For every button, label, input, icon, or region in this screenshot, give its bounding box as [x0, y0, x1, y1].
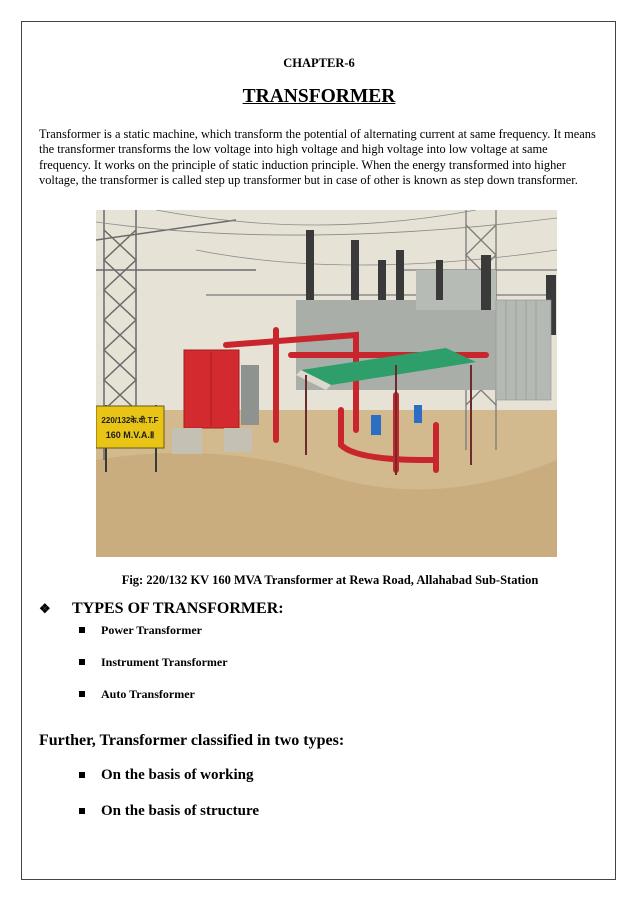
intro-paragraph: Transformer is a static machine, which transform the potential of alternating current at same frequency. It means the transformer transforms the low voltage into high voltage and high voltage into low voltage at same frequency. It works on the principle of static induction principle. When the energy transformed into higher voltage, the transformer is called step up transformer but in case of other is known as step down transformer. — [39, 127, 596, 188]
list-item-label: Auto Transformer — [101, 687, 195, 701]
grey-cabinet — [241, 365, 259, 425]
chapter-label: CHAPTER-6 — [283, 56, 355, 70]
list-item-label: Instrument Transformer — [101, 655, 228, 669]
classification-list — [79, 765, 259, 837]
sign-text-line2: 160 M.V.A.Ⅱ — [105, 430, 155, 440]
transformer-sign-board — [96, 406, 164, 448]
list-item — [79, 685, 228, 717]
list-item — [79, 801, 259, 837]
plinth-right — [224, 428, 252, 452]
square-bullet-icon — [79, 691, 85, 697]
plinth-left — [172, 428, 202, 454]
square-bullet-icon — [79, 808, 85, 814]
list-item-label: Power Transformer — [101, 623, 202, 637]
types-heading — [39, 600, 284, 618]
classification-heading: Further, Transformer classified in two types: — [39, 732, 345, 749]
list-item-label: On the basis of structure — [101, 803, 260, 819]
figure-caption: Fig: 220/132 KV 160 MVA Transformer at Rewa Road, Allahabad Sub-Station — [121, 573, 539, 587]
list-item — [79, 653, 228, 685]
list-item-label: On the basis of working — [101, 767, 254, 783]
page-title: TRANSFORMER — [242, 86, 396, 107]
diamond-bullet-icon: ❖ — [39, 601, 51, 616]
types-list — [79, 621, 228, 717]
radiator-banks — [496, 300, 551, 400]
list-item — [79, 621, 228, 653]
square-bullet-icon — [79, 627, 85, 633]
transformer-photo — [96, 210, 557, 557]
square-bullet-icon — [79, 659, 85, 665]
types-heading-label: TYPES OF TRANSFORMER: — [72, 600, 284, 617]
sign-text-line1: 220/132के.वी.T.F — [101, 416, 159, 425]
list-item — [79, 765, 259, 801]
square-bullet-icon — [79, 772, 85, 778]
